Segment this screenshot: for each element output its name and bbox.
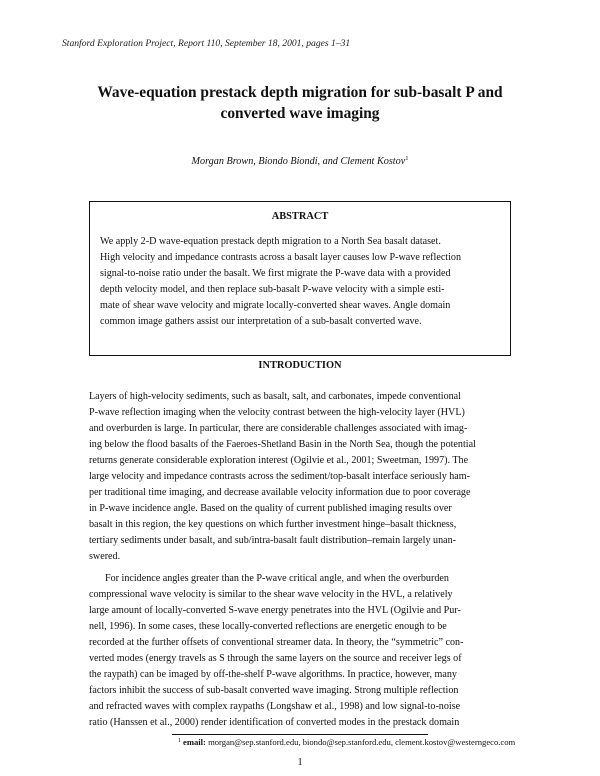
body-text-line: P-wave reflection imaging when the velocity contrast between the high-velocity layer (HVL) (89, 407, 465, 418)
abstract-line: signal-to-noise ratio under the basalt. We first migrate the P-wave data with a provided (100, 268, 451, 279)
body-text-line: returns generate considerable exploration interest (Ogilvie et al., 2001; Sweetman, 1997). The (89, 455, 469, 466)
body-text-line: Layers of high-velocity sediments, such as basalt, salt, and carbonates, impede conventional (89, 391, 461, 402)
footnote-email-label: email: (183, 737, 206, 747)
body-text-line: large amount of locally-converted S-wave energy penetrates into the HVL (Ogilvie and Pur- (89, 605, 461, 616)
body-text-line: and refracted waves with complex raypaths (Longshaw et al., 1998) and low signal-to-noise (89, 701, 461, 712)
body-text-line: tertiary sediments under basalt, and sub/intra-basalt fault distribution–remain largely unan- (89, 535, 457, 546)
body-text-line: per traditional time imaging, and decrease available velocity information due to poor coverage (89, 487, 471, 498)
body-text-line: in P-wave incidence angle. Based on the quality of current published imaging results over (89, 503, 452, 514)
abstract-line: mate of shear wave velocity and migrate locally-converted shear waves. Angle domain (100, 300, 451, 311)
paper-title (60, 82, 540, 124)
body-text-line: compressional wave velocity is similar to the shear wave velocity in the HVL, a relatively (89, 589, 453, 600)
title-line-2: converted wave imaging (220, 105, 380, 122)
body-text-line: verted modes (energy travels as S through the same layers on the source and receiver legs of (89, 653, 462, 664)
title-line-1: Wave-equation prestack depth migration for sub-basalt P and (97, 84, 503, 101)
footnote-divider (172, 734, 428, 735)
introduction-heading: INTRODUCTION (258, 360, 342, 371)
body-text-line: factors inhibit the success of sub-basalt converted wave imaging. Strong multiple reflection (89, 685, 459, 696)
running-head: Stanford Exploration Project, Report 110, September 18, 2001, pages 1–31 (62, 38, 351, 49)
abstract-line: common image gathers assist our interpretation of a sub-basalt converted wave. (100, 316, 422, 327)
footnote-mark: 1 (178, 738, 181, 744)
body-text-line: basalt in this region, the key questions on which further investment hinge–basalt thickness, (89, 519, 457, 530)
abstract-heading: ABSTRACT (271, 211, 329, 222)
abstract-line: We apply 2-D wave-equation prestack depth migration to a North Sea basalt dataset. (100, 236, 441, 247)
page-number: 1 (297, 757, 303, 768)
body-text-line: ing below the flood basalts of the Faeroes-Shetland Basin in the North Sea, though the potential (89, 439, 476, 450)
body-text-line: ratio (Hanssen et al., 2000) render identification of converted modes in the prestack domain (89, 717, 460, 728)
body-text-line: large velocity and impedance contrasts across the sediment/top-basalt interface seriously ham- (89, 471, 470, 482)
author-footnote-mark: 1 (405, 155, 409, 162)
footnote (178, 737, 515, 747)
abstract-box (89, 201, 511, 356)
footnote-email-addresses[interactable]: morgan@sep.stanford.edu, biondo@sep.stanford.edu, clement.kostov@westerngeco.com (208, 737, 516, 747)
body-text-line: swered. (89, 551, 121, 562)
body-text-line: and overburden is large. In particular, there are considerable challenges associated with imag- (89, 423, 468, 434)
abstract-line: depth velocity model, and then replace sub-basalt P-wave velocity with a simple esti- (100, 284, 445, 295)
author-names: Morgan Brown, Biondo Biondi, and Clement Kostov (191, 156, 406, 167)
body-text-line: nell, 1996). In some cases, these locally-converted reflections are energetic enough to be (89, 621, 447, 632)
body-text-line: the raypath) can be imaged by off-the-shelf P-wave algorithms. In practice, however, many (89, 669, 457, 680)
author-list (60, 155, 540, 167)
body-text-line: recorded at the further offsets of conventional streamer data. In theory, the “symmetric” con- (89, 637, 464, 648)
abstract-line: High velocity and impedance contrasts across a basalt layer causes low P-wave reflection (100, 252, 461, 263)
body-text-line: For incidence angles greater than the P-wave critical angle, and when the overburden (105, 573, 449, 584)
